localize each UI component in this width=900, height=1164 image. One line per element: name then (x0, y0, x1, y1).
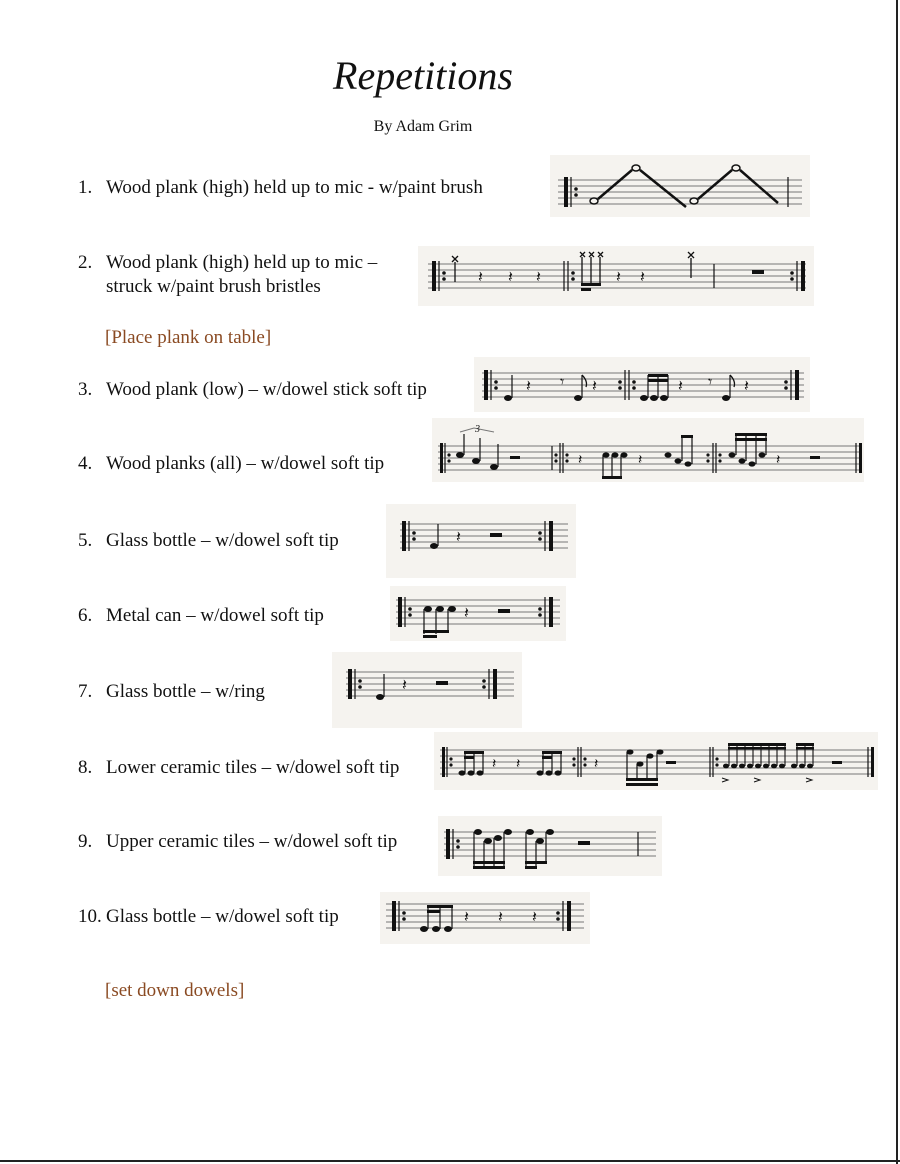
tuplet-number: 3 (475, 424, 480, 435)
item-number: 5. (78, 530, 93, 551)
list-item-7 (78, 680, 265, 704)
item-text: Wood plank (high) held up to mic – (106, 252, 378, 273)
item-text: Metal can – w/dowel soft tip (106, 605, 324, 626)
staff-6 (390, 586, 566, 641)
item-text-line2: struck w/paint brush bristles (106, 276, 321, 297)
list-item-5 (78, 529, 339, 553)
list-item-4 (78, 452, 384, 476)
notation-9 (438, 816, 662, 876)
item-text: Upper ceramic tiles – w/dowel soft tip (106, 831, 398, 852)
staff-10 (380, 892, 590, 944)
item-text: Wood plank (high) held up to mic - w/paint brush (106, 177, 483, 198)
item-text: Wood planks (all) – w/dowel soft tip (106, 453, 385, 474)
item-number: 10. (78, 906, 102, 927)
svg-text:𝄽: 𝄽 (592, 376, 597, 395)
staff-2 (418, 246, 814, 306)
page-edge-bottom (0, 1160, 900, 1162)
svg-text:𝄽: 𝄽 (402, 675, 407, 694)
svg-text:𝄽: 𝄽 (478, 267, 483, 286)
item-number: 3. (78, 379, 93, 400)
item-text: Glass bottle – w/ring (106, 681, 265, 702)
author-credit: By Adam Grim (373, 118, 473, 135)
svg-text:𝄽: 𝄽 (492, 756, 497, 772)
svg-text:𝄽: 𝄽 (616, 267, 621, 286)
notation-8 (434, 732, 878, 790)
item-number: 1. (78, 177, 93, 198)
item-number: 9. (78, 831, 93, 852)
list-item-2 (78, 251, 377, 299)
staff-8 (434, 732, 878, 790)
item-number: 7. (78, 681, 93, 702)
staff-3 (474, 357, 810, 412)
item-text: Lower ceramic tiles – w/dowel soft tip (106, 757, 400, 778)
svg-text:𝄽: 𝄽 (464, 907, 469, 926)
svg-text:𝄽: 𝄽 (594, 756, 599, 772)
item-text: Glass bottle – w/dowel soft tip (106, 530, 339, 551)
stage-direction-set-down: [set down dowels] (105, 980, 245, 1001)
list-item-3 (78, 378, 427, 402)
svg-text:𝄽: 𝄽 (526, 376, 531, 395)
staff-1 (550, 155, 810, 217)
svg-text:𝄽: 𝄽 (638, 452, 643, 468)
item-number: 2. (78, 252, 93, 273)
svg-text:𝄽: 𝄽 (456, 527, 461, 546)
stage-direction-place-plank: [Place plank on table] (105, 327, 272, 348)
svg-text:𝄽: 𝄽 (678, 376, 683, 395)
notation-6 (390, 586, 566, 641)
item-number: 4. (78, 453, 93, 474)
item-text: Glass bottle – w/dowel soft tip (106, 906, 339, 927)
staff-9 (438, 816, 662, 876)
notation-10 (380, 892, 590, 944)
svg-text:𝄽: 𝄽 (516, 756, 521, 772)
svg-text:𝄽: 𝄽 (776, 452, 781, 468)
list-item-6 (78, 604, 324, 628)
svg-text:𝄽: 𝄽 (464, 603, 469, 622)
svg-text:𝄾: 𝄾 (708, 372, 713, 391)
notation-4 (432, 418, 864, 482)
list-item-9 (78, 830, 397, 854)
svg-text:𝄽: 𝄽 (578, 452, 583, 468)
item-number: 6. (78, 605, 93, 626)
notation-3 (474, 357, 810, 412)
staff-7 (332, 652, 522, 728)
svg-text:𝄾: 𝄾 (560, 372, 565, 391)
item-number: 8. (78, 757, 93, 778)
list-item-10 (78, 905, 339, 929)
page-title: Repetitions (333, 53, 513, 98)
list-item-1 (78, 176, 483, 200)
svg-text:𝄽: 𝄽 (532, 907, 537, 926)
notation-5 (386, 504, 576, 578)
list-item-8 (78, 756, 399, 780)
item-text: Wood plank (low) – w/dowel stick soft tip (106, 379, 427, 400)
svg-text:𝄽: 𝄽 (744, 376, 749, 395)
page-edge-right (896, 0, 898, 1164)
staff-4 (432, 418, 864, 482)
notation-1 (550, 155, 810, 217)
svg-text:𝄽: 𝄽 (536, 267, 541, 286)
staff-5 (386, 504, 576, 578)
svg-text:𝄽: 𝄽 (498, 907, 503, 926)
notation-2 (418, 246, 814, 306)
notation-7 (332, 652, 522, 728)
svg-text:𝄽: 𝄽 (508, 267, 513, 286)
svg-text:𝄽: 𝄽 (640, 267, 645, 286)
